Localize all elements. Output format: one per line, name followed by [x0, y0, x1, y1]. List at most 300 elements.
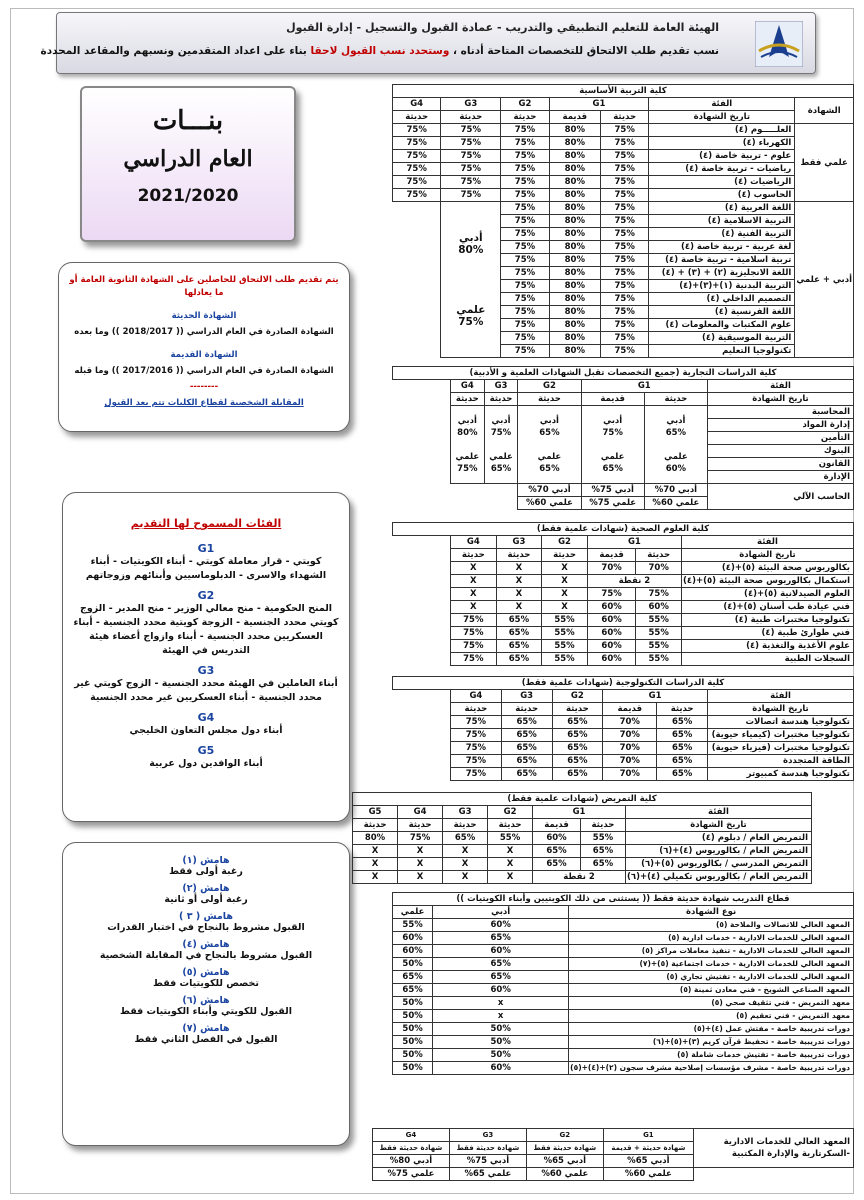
table-row	[393, 150, 854, 163]
rate-cell: 75%	[393, 189, 441, 202]
col-category: الفئة	[708, 380, 854, 393]
spacer	[486, 439, 517, 451]
rate-cell: 2 نقطة	[587, 575, 681, 588]
rate-cell: 75%	[441, 150, 501, 163]
rate-cell: 55%	[636, 627, 682, 640]
secretarial-name: المعهد العالي للخدمات الادارية -السكرتارية والإدارة المكتبية	[694, 1129, 854, 1168]
rate-cell: 55%	[542, 614, 588, 627]
rate-cell: 55%	[393, 919, 433, 932]
col-new: حديثة	[542, 549, 588, 562]
rate-cell: 55%	[542, 640, 588, 653]
secretarial-a2: أدبي 65%	[526, 1155, 603, 1168]
technology-studies-table	[392, 676, 854, 781]
col-new: حديثة	[451, 703, 502, 716]
rate-cell: 60%	[433, 945, 569, 958]
note-number: هامش ( ٣ )	[179, 911, 233, 922]
footnotes-box	[62, 842, 350, 1146]
rate-cell: 80%	[549, 124, 600, 137]
rate-label: علمي	[664, 451, 688, 462]
table-row	[393, 653, 854, 666]
group-text: أبناء دول مجلس التعاون الخليجي	[129, 725, 283, 736]
nursing-table	[352, 792, 812, 884]
rate-cell: 75%	[601, 280, 649, 293]
rate-cell: 60%	[433, 919, 569, 932]
rate-cell: 80%	[549, 280, 600, 293]
specialty-name: العلوم الصيدلانية (٥)+(٤)	[681, 588, 853, 601]
rate-cell: 75%	[601, 124, 649, 137]
spacer	[452, 439, 483, 451]
section-title: كلية التمريض (شهادات علمية فقط)	[353, 793, 812, 806]
institute-name: دورات تدريبية خاصة - مشرف مؤسسات إصلاحية مشرف سجون (٢)+(٤)+(٥)	[569, 1062, 854, 1075]
table-row	[353, 871, 812, 884]
institute-name: المعهد العالي للخدمات الادارية - خدمات اجتماعية (٥)+(٧)	[569, 958, 854, 971]
header-line-2a: نسب تقديم طلب الالتحاق للتخصصات المتاحة أدناه ،	[449, 45, 719, 57]
col-g1: G1	[603, 690, 708, 703]
rate-cell: 65%	[657, 768, 708, 781]
rate-cell: أدبي 70%	[644, 484, 707, 497]
rate-cell: x	[433, 1010, 569, 1023]
rate-cell: 2 نقطة	[533, 871, 626, 884]
group-text: أبناء الوافدين دول عربية	[149, 758, 263, 769]
col-g1: G1	[549, 98, 649, 111]
rate-cell: X	[496, 601, 542, 614]
institute-name: دورات تدريبية خاصة - تفتيش خدمات شاملة (٥)	[569, 1049, 854, 1062]
col-cert-date: تاريخ الشهادة	[681, 549, 853, 562]
table-row	[393, 640, 854, 653]
specialty-name: الكهرباء (٤)	[649, 137, 795, 150]
rate-cell: أدبي 70%	[518, 484, 581, 497]
col-g2: G2	[542, 536, 588, 549]
rate-cell: 75%	[501, 267, 549, 280]
rate-cell: 70%	[603, 755, 657, 768]
spacer	[442, 268, 499, 280]
rate-cell: 65%	[496, 640, 542, 653]
table-row	[393, 958, 854, 971]
rate-cell: 80%	[549, 267, 600, 280]
spacer-cell	[393, 640, 451, 653]
rate-cell: 60%	[393, 945, 433, 958]
health-sciences-table	[392, 522, 854, 666]
rate-cell: 75%	[601, 176, 649, 189]
col-cert-date: تاريخ الشهادة	[649, 111, 795, 124]
table-row	[393, 1049, 854, 1062]
secretarial-g4-head: G4	[373, 1129, 450, 1142]
spacer-cell	[393, 755, 451, 768]
header-line-2	[41, 45, 720, 57]
rate-cell: 65%	[501, 768, 552, 781]
rate-cell: 65%	[552, 755, 603, 768]
rate-label: علمي	[600, 451, 625, 462]
institute-name: معهد التمريض - فني تثقيف صحي (٥)	[569, 997, 854, 1010]
rate-cell: X	[451, 601, 497, 614]
rate-cell: 75%	[393, 176, 441, 189]
spacer-cell	[393, 627, 451, 640]
col-new: حديثة	[501, 111, 549, 124]
table-row	[393, 716, 854, 729]
rate-cell: 75%	[393, 124, 441, 137]
rate-cell: X	[398, 871, 443, 884]
rate-cell: X	[488, 845, 533, 858]
spacer	[442, 280, 499, 292]
col-g3: G3	[443, 806, 488, 819]
rate-label: 80%	[458, 243, 484, 256]
business-studies-table	[392, 366, 854, 510]
col-category: الفئة	[649, 98, 795, 111]
group-text: المنح الحكومية - منح معالي الوزير - منح المدير - الزوج كويتي محدد الجنسية - الزوجة كويتية محدد الجنسية - أبناء العسكريين محدد الجنسية - أبناء وازواج أعضاء هيئة التدريس في الهيئة	[73, 603, 339, 656]
col-g2: G2	[488, 806, 533, 819]
spacer-cell	[393, 406, 451, 510]
col-g1: G1	[581, 380, 707, 393]
rate-cell: 65%	[657, 716, 708, 729]
specialty-name: المحاسبة	[708, 406, 854, 419]
rate-cell: X	[496, 575, 542, 588]
rate-cell: x	[433, 997, 569, 1010]
rate-cell: X	[443, 858, 488, 871]
table-row	[393, 163, 854, 176]
table-row	[393, 627, 854, 640]
rate-cell: X	[353, 871, 398, 884]
rate-cell: 55%	[636, 614, 682, 627]
col-g4: G4	[451, 380, 485, 393]
table-row	[393, 406, 854, 419]
rate-cell: 70%	[603, 742, 657, 755]
rate-cell: 75%	[441, 124, 501, 137]
spacer-cell	[393, 588, 451, 601]
institute-name: المعهد العالي للاتصالات والملاحة (٥)	[569, 919, 854, 932]
rate-stack	[518, 406, 581, 484]
specialty-name: تكنولوجيا هندسة كمبيوتر	[708, 768, 854, 781]
rate-cell: 75%	[601, 306, 649, 319]
specialty-name: اللغة الفرنسية (٤)	[649, 306, 795, 319]
info-new-cert-text: الشهادة الصادرة في العام الدراسي (( 2018/2017 )) وما بعده	[74, 327, 334, 337]
rate-cell: 65%	[552, 716, 603, 729]
secretarial-b3: علمي 65%	[449, 1168, 526, 1181]
table-row	[393, 562, 854, 575]
specialty-name: التربية الاسلامية (٤)	[649, 215, 795, 228]
rate-cell: 75%	[601, 137, 649, 150]
rate-cell: 75%	[451, 742, 502, 755]
rate-cell: 70%	[636, 562, 682, 575]
col-new: حديثة	[398, 819, 443, 832]
section-title: قطاع التدريب شهادة حديثة فقط (( يستثنى من ذلك الكويتيين وأبناء الكويتيات ))	[393, 893, 854, 906]
rate-cell: 50%	[393, 1049, 433, 1062]
note-text: القبول مشروط بالنجاح في المقابلة الشخصية	[99, 950, 313, 961]
table-row	[393, 575, 854, 588]
rate-stack	[644, 406, 707, 484]
rate-cell: 80%	[549, 150, 600, 163]
rate-cell: 50%	[433, 1036, 569, 1049]
secretarial-a4: أدبي 80%	[373, 1155, 450, 1168]
col-old: قديمة	[533, 819, 581, 832]
rate-cell: 75%	[451, 653, 497, 666]
rate-cell: 65%	[501, 729, 552, 742]
rate-cell: 75%	[501, 124, 549, 137]
specialty-name: التمريض المدرسي / بكالوريوس (٥)+(٦)	[625, 858, 811, 871]
spacer-cell	[393, 575, 451, 588]
rate-cell: أدبي 75%	[581, 484, 644, 497]
rate-cell: 65%	[657, 755, 708, 768]
spacer-cell	[393, 716, 451, 729]
rate-cell: X	[398, 858, 443, 871]
basic-education-table	[392, 84, 854, 358]
rate-cell: 65%	[501, 755, 552, 768]
rate-cell: 75%	[501, 241, 549, 254]
specialty-name: اللغة الانجليزية (٢) + (٣) + (٤)	[649, 267, 795, 280]
col-category: الفئة	[625, 806, 811, 819]
col-new: حديثة	[443, 819, 488, 832]
rate-label: 80%	[457, 427, 478, 438]
col-g2: G2	[501, 98, 549, 111]
specialty-name: اللغة العربية (٤)	[649, 202, 795, 215]
note-number: هامش (٧)	[182, 1023, 230, 1034]
rate-label: علمي	[456, 303, 486, 316]
rate-stack	[581, 406, 644, 484]
specialty-name: تكنولوجيا التعليم	[649, 345, 795, 358]
rate-cell: علمي 60%	[518, 497, 581, 510]
rate-cell: 70%	[603, 729, 657, 742]
specialty-name: بكالوريوس صحة البيئة (٥)+(٤)	[681, 562, 853, 575]
rate-cell: 65%	[433, 971, 569, 984]
col-new: حديثة	[552, 703, 603, 716]
rate-cell: 80%	[549, 137, 600, 150]
rate-cell: 55%	[580, 832, 625, 845]
rate-cell: 75%	[501, 202, 549, 215]
table-row	[393, 997, 854, 1010]
rate-cell: 50%	[433, 1049, 569, 1062]
col-g2: G2	[518, 380, 581, 393]
rate-cell: 65%	[433, 958, 569, 971]
col-g5: G5	[353, 806, 398, 819]
rate-label: 65%	[665, 427, 687, 438]
col-cert-date: تاريخ الشهادة	[625, 819, 811, 832]
rate-cell: 75%	[587, 588, 636, 601]
secretarial-h4: شهادة حديثة فقط	[373, 1142, 450, 1155]
rate-cell: 65%	[580, 845, 625, 858]
rate-cell: X	[451, 575, 497, 588]
rate-cell: 65%	[496, 614, 542, 627]
table-row	[393, 919, 854, 932]
rate-cell: 65%	[552, 768, 603, 781]
spacer-cell	[393, 729, 451, 742]
rate-cell: 75%	[601, 163, 649, 176]
rate-cell: 65%	[496, 653, 542, 666]
rate-cell: 80%	[549, 228, 600, 241]
rate-cell: 75%	[636, 588, 682, 601]
rate-cell: 55%	[542, 653, 588, 666]
col-new: حديثة	[353, 819, 398, 832]
spacer-cell	[393, 562, 451, 575]
institute-name: المعهد الصناعي الشويخ - فني معادن ثمينة (٥)	[569, 984, 854, 997]
rate-cell: X	[353, 845, 398, 858]
rate-cell: X	[496, 588, 542, 601]
rate-label: 65%	[602, 463, 623, 474]
rate-label: 65%	[539, 427, 560, 438]
header-line-2c: بناء على اعداد المتقدمين ونسبهم والمقاعد المحددة	[40, 45, 311, 57]
rate-cell: 75%	[601, 254, 649, 267]
rate-cell: 75%	[441, 163, 501, 176]
col-g3: G3	[441, 98, 501, 111]
rate-cell: 80%	[353, 832, 398, 845]
table-row	[393, 1023, 854, 1036]
specialty-name: تكنولوجيا مختبرات طبية (٤)	[681, 614, 853, 627]
col-new: حديثة	[393, 111, 441, 124]
group-code: G5	[197, 744, 215, 757]
rate-cell: X	[542, 575, 588, 588]
rate-cell: 75%	[451, 755, 502, 768]
spacer	[519, 439, 579, 451]
rate-cell: 80%	[549, 254, 600, 267]
institute-name: معهد التمريض - فني تعقيم (٥)	[569, 1010, 854, 1023]
rate-cell: 75%	[501, 345, 549, 358]
info-interview-note: المقابلة الشخصية لقطاع الكليات تتم بعد القبول	[104, 398, 304, 408]
rate-cell: X	[542, 588, 588, 601]
table-row	[393, 1062, 854, 1075]
spacer-cell	[393, 601, 451, 614]
rate-cell: 60%	[587, 614, 636, 627]
group-code: G1	[197, 542, 215, 555]
info-new-cert-heading: الشهادة الحديثة	[171, 311, 237, 321]
empty-cell	[451, 484, 485, 510]
note-text: رغبة أولى فقط	[169, 866, 243, 877]
col-g2: G2	[552, 690, 603, 703]
spacer-cell	[393, 549, 451, 562]
rate-cell: 75%	[601, 228, 649, 241]
rate-cell: 75%	[501, 176, 549, 189]
rate-cell: 65%	[657, 742, 708, 755]
header-line-2b: وستحدد نسب القبول لاحقا	[310, 45, 450, 57]
table-row	[393, 202, 854, 215]
rate-cell: 65%	[501, 742, 552, 755]
col-old: قديمة	[603, 703, 657, 716]
col-category: الفئة	[681, 536, 853, 549]
group-text: أبناء العاملين في الهيئة محدد الجنسية - الزوج كويتي غير محدد الجنسية - أبناء العسكريين غير محدد الجنسية	[74, 678, 338, 703]
table-row	[393, 614, 854, 627]
rate-cell: 80%	[549, 306, 600, 319]
rate-cell: X	[496, 562, 542, 575]
rate-cell: 60%	[433, 984, 569, 997]
rate-label: 65%	[539, 463, 560, 474]
rate-label: 75%	[602, 427, 623, 438]
specialty-name: تكنولوجيا مختبرات (فيزياء حيوية)	[708, 742, 854, 755]
rate-cell: 65%	[580, 858, 625, 871]
spacer-cell	[393, 742, 451, 755]
group-code: G2	[197, 589, 215, 602]
rate-cell: 75%	[601, 293, 649, 306]
rate-cell: 75%	[393, 163, 441, 176]
rate-cell: 60%	[587, 601, 636, 614]
table-row	[393, 945, 854, 958]
rate-cell: 75%	[501, 215, 549, 228]
note-text: القبول مشروط بالنجاح في اختبار القدرات	[107, 922, 305, 933]
rate-label: أدبي	[457, 415, 477, 426]
secretarial-b1: علمي 60%	[603, 1168, 693, 1181]
rate-cell: 50%	[393, 1036, 433, 1049]
rate-cell: 60%	[587, 653, 636, 666]
rate-cell: 75%	[601, 241, 649, 254]
institute-name: المعهد العالي للخدمات الادارية - خدمات ادارية (٥)	[569, 932, 854, 945]
cert-sci-only: علمي فقط	[795, 124, 854, 202]
specialty-name: التربية الموسيقية (٤)	[649, 332, 795, 345]
section-title: كلية الدراسات التجارية (جميع التخصصات تقبل الشهادات العلمية و الأدبية)	[393, 367, 854, 380]
rate-cell: 75%	[393, 137, 441, 150]
specialty-name: استكمال بكالوريوس صحة البيئة (٥)+(٤)	[681, 575, 853, 588]
rate-cell: 75%	[501, 306, 549, 319]
table-row	[393, 601, 854, 614]
table-row	[393, 742, 854, 755]
rate-cell: 50%	[393, 1010, 433, 1023]
training-sector-table	[392, 892, 854, 1075]
rate-cell: X	[451, 588, 497, 601]
rate-cell: 75%	[601, 332, 649, 345]
rate-cell: X	[443, 845, 488, 858]
col-new: حديثة	[501, 703, 552, 716]
rate-cell: 65%	[393, 984, 433, 997]
note-number: هامش (٥)	[182, 967, 230, 978]
note-number: هامش (٢)	[182, 883, 230, 894]
table-row	[393, 971, 854, 984]
rate-cell: 75%	[451, 729, 502, 742]
specialty-name: الإدارة	[708, 471, 854, 484]
title-box	[80, 86, 296, 242]
note-text: تخصص للكويتيات فقط	[153, 978, 259, 989]
rate-cell: 75%	[501, 319, 549, 332]
specialty-name: الحاسب الآلي	[708, 484, 854, 510]
rate-cell: 65%	[433, 932, 569, 945]
rate-cell: X	[488, 858, 533, 871]
col-g4: G4	[451, 690, 502, 703]
rate-cell: 75%	[601, 202, 649, 215]
rate-cell: 75%	[451, 716, 502, 729]
rate-cell: 55%	[636, 640, 682, 653]
rate-cell: 75%	[441, 176, 501, 189]
specialty-name: تربية اسلامية - تربية خاصة (٤)	[649, 254, 795, 267]
rate-stack	[451, 406, 485, 484]
specialty-name: التمريض العام / بكالوريوس تكميلي (٤)+(٦)	[625, 871, 811, 884]
paaet-logo-icon	[755, 21, 803, 67]
secretarial-a3: أدبي 75%	[449, 1155, 526, 1168]
secretarial-b2: علمي 60%	[526, 1168, 603, 1181]
table-row	[393, 768, 854, 781]
info-divider: --------	[189, 382, 219, 392]
spacer-cell	[393, 653, 451, 666]
rate-cell: 50%	[393, 1023, 433, 1036]
specialty-name: التأمين	[708, 432, 854, 445]
rate-cell: 70%	[587, 562, 636, 575]
table-row	[393, 755, 854, 768]
rate-label: 75%	[490, 427, 512, 438]
rate-cell: 50%	[393, 958, 433, 971]
rate-cell: 75%	[441, 189, 501, 202]
rate-cell: 75%	[501, 254, 549, 267]
specialty-name: لغة عربية - تربية خاصة (٤)	[649, 241, 795, 254]
institute-name: دورات تدريبية خاصة - مفتش عمل (٤)+(٥)	[569, 1023, 854, 1036]
rate-cell: 50%	[433, 1023, 569, 1036]
rate-cell: 65%	[501, 716, 552, 729]
rate-cell: 65%	[552, 742, 603, 755]
spacer	[442, 292, 499, 304]
secretarial-h3: شهادة حديثة فقط	[449, 1142, 526, 1155]
rate-cell: 75%	[441, 137, 501, 150]
specialty-name: فني طوارئ طبية (٤)	[681, 627, 853, 640]
rate-cell: X	[488, 871, 533, 884]
rate-cell: 75%	[501, 150, 549, 163]
rate-cell: 80%	[549, 345, 600, 358]
col-g4: G4	[398, 806, 443, 819]
rate-cell: علمي 60%	[644, 497, 707, 510]
spacer-cell	[393, 380, 451, 393]
table-row	[393, 124, 854, 137]
group-code: G4	[197, 711, 215, 724]
